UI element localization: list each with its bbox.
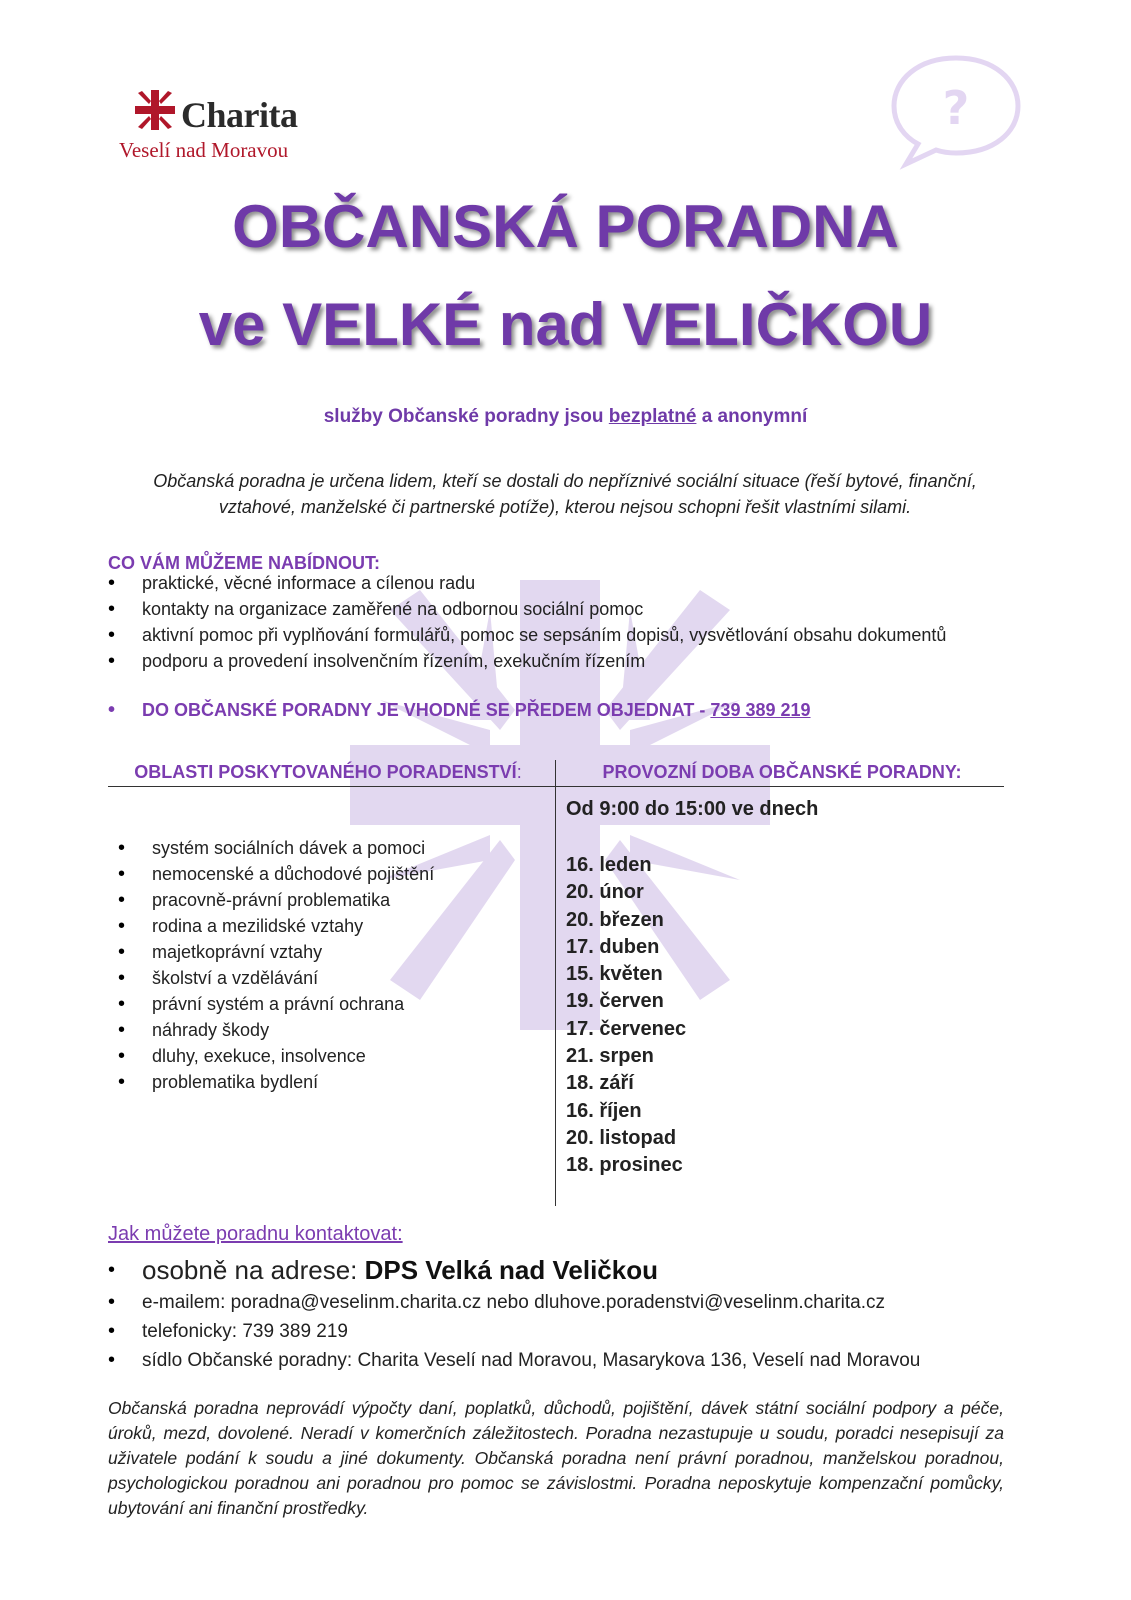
hours-heading: PROVOZNÍ DOBA OBČANSKÉ PORADNY:	[602, 762, 962, 782]
hours-intro: Od 9:00 do 15:00 ve dnech	[566, 798, 819, 820]
contact-list	[108, 1252, 920, 1375]
logo-name: Charita	[181, 95, 298, 135]
page-title-line2: ve VELKÉ nad VELIČKOU	[198, 291, 933, 358]
table-header-divider	[108, 786, 1004, 787]
logo-subtitle: Veselí nad Moravou	[119, 138, 289, 162]
date-item: 17. duben	[566, 935, 660, 958]
contact-seat: • sídlo Občanské poradny: Charita Veselí nad Moravou, Masarykova 136, Veselí nad Moravou	[108, 1346, 920, 1375]
contact-personal	[108, 1252, 920, 1288]
date-item: 20. březen	[566, 908, 664, 931]
offer-item: • aktivní pomoc při vyplňování formulářů, pomoc se sepsáním dopisů, vysvětlování obsahu dokumentů	[108, 622, 946, 648]
areas-heading-colon: :	[516, 762, 522, 782]
dates-list	[566, 852, 686, 1180]
area-item: • majetkoprávní vztahy	[118, 939, 434, 965]
area-item: • rodina a mezilidské vztahy	[118, 913, 434, 939]
tagline	[0, 406, 1131, 428]
date-item: 19. červen	[566, 990, 664, 1013]
tagline-after: a anonymní	[696, 406, 808, 427]
tagline-free: bezplatné	[608, 406, 697, 427]
contact-phone: • telefonicky: 739 389 219	[108, 1317, 920, 1346]
area-item: • dluhy, exekuce, insolvence	[118, 1043, 434, 1069]
page-title-line1: OBČANSKÁ PORADNA	[232, 193, 899, 260]
area-item: • právní systém a právní ochrana	[118, 991, 434, 1017]
date-item: 20. únor	[566, 881, 644, 904]
question-mark: ?	[942, 81, 970, 135]
areas-heading	[108, 762, 548, 783]
appointment-notice	[108, 697, 811, 723]
area-item: • školství a vzdělávání	[118, 965, 434, 991]
date-item: 18. září	[566, 1072, 634, 1095]
offer-item: • podporu a provedení insolvenčním řízením, exekučním řízením	[108, 648, 946, 674]
areas-heading-text: OBLASTI POSKYTOVANÉHO PORADENSTVÍ	[134, 762, 517, 782]
offer-heading: CO VÁM MŮŽEME NABÍDNOUT:	[108, 553, 380, 573]
date-item: 17. červenec	[566, 1017, 687, 1040]
contact-heading: Jak můžete poradnu kontaktovat:	[108, 1223, 403, 1245]
tagline-before: služby Občanské poradny jsou	[323, 406, 609, 427]
appointment-phone-link[interactable]: 739 389 219	[710, 700, 811, 720]
date-item: 18. prosinec	[566, 1154, 683, 1177]
charita-cross-icon	[133, 88, 177, 132]
area-item: • nemocenské a důchodové pojištění	[118, 861, 434, 887]
date-item: 16. leden	[566, 854, 652, 876]
question-bubble-icon	[888, 52, 1024, 170]
contact-personal-place: DPS Velká nad Veličkou	[364, 1255, 658, 1285]
date-item: 20. listopad	[566, 1126, 677, 1149]
date-item: 16. říjen	[566, 1099, 642, 1122]
offer-item: • kontakty na organizace zaměřené na odbornou sociální pomoc	[108, 596, 946, 622]
disclaimer-text: Občanská poradna neprovádí výpočty daní, poplatků, důchodů, pojištění, dávek státní sociální podpory a péče, úroků, mezd, dovolené. Neradí v komerčních záležitostech. Poradna nezastupuje u soudu, poradci nesepisují za uživatele podání k soudu a jiné dokumenty. Občanská poradna není právní poradnou, manželskou poradnou, psychologickou poradnou ani poradnou pro pomoc se závislostmi. Poradna neposkytuje kompenzační pomůcky, ubytování ani finanční prostředky.	[108, 1398, 1004, 1518]
offer-item: • praktické, věcné informace a cílenou radu	[108, 570, 946, 596]
table-column-divider	[555, 760, 556, 1206]
area-item: • pracovně-právní problematika	[118, 887, 434, 913]
area-item: • problematika bydlení	[118, 1069, 434, 1095]
contact-email: • e-mailem: poradna@veselinm.charita.cz nebo dluhove.poradenstvi@veselinm.charita.cz	[108, 1288, 920, 1317]
area-item: • systém sociálních dávek a pomoci	[118, 835, 434, 861]
intro-text: Občanská poradna je určena lidem, kteří se dostali do nepříznivé sociální situace (řeší bytové, finanční, vztahové, manželské či partnerské potíže), kterou nejsou schopni řešit vlastními silami.	[153, 471, 977, 517]
offer-list	[108, 570, 946, 674]
date-item: 15. květen	[566, 963, 663, 986]
contact-personal-prefix: osobně na adrese:	[142, 1255, 365, 1285]
areas-list	[118, 835, 434, 1095]
date-item: 21. srpen	[566, 1045, 654, 1068]
appointment-text: DO OBČANSKÉ PORADNY JE VHODNÉ SE PŘEDEM OBJEDNAT -	[142, 700, 711, 720]
appointment-item	[108, 697, 811, 723]
area-item: • náhrady škody	[118, 1017, 434, 1043]
